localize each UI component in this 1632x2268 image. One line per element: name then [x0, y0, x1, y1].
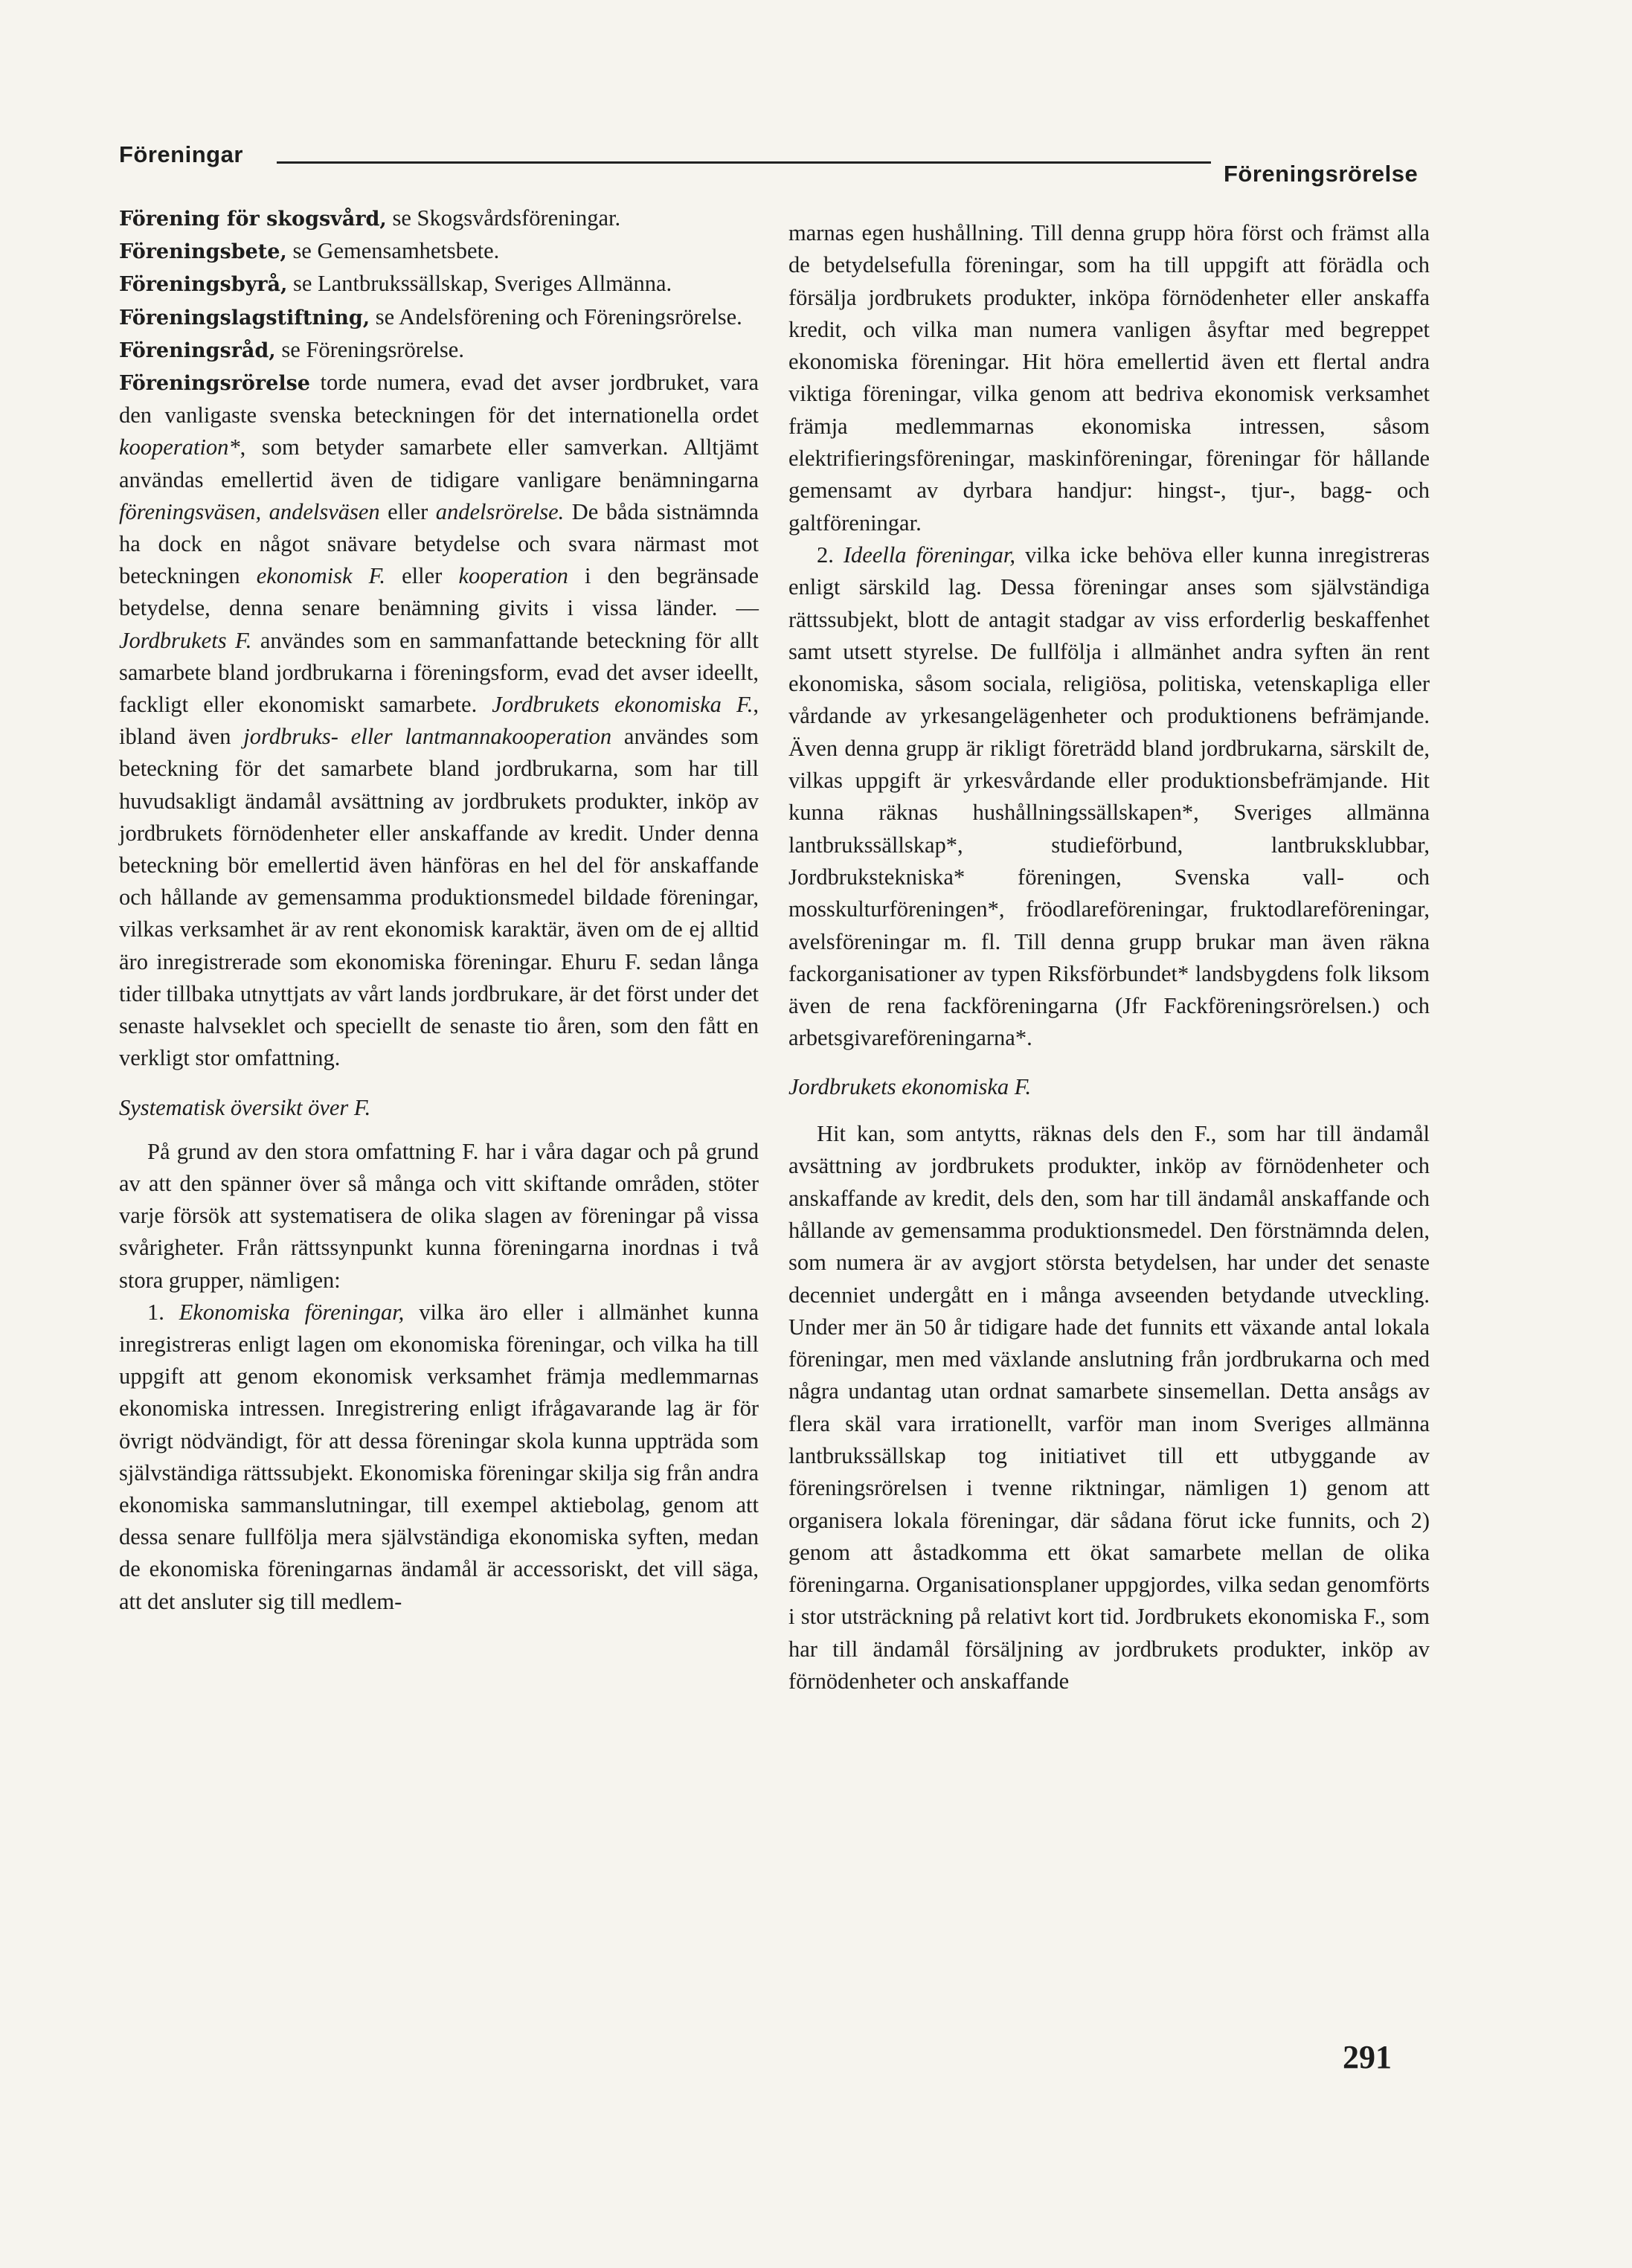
entry-text: se Andelsförening och Föreningsrörelse.: [370, 303, 742, 330]
right-column: [788, 217, 1430, 1697]
entry-skogsvard: [119, 202, 759, 235]
entry-foreningsbyra: [119, 268, 759, 301]
running-head-left: Föreningar: [119, 141, 243, 167]
entry-term: Föreningslagstiftning,: [119, 306, 370, 330]
paragraph: 1. Ekonomiska föreningar, vilka äro eller i allmänhet kunna inregistreras enligt lagen om ekonomiska föreningar, och vilka ha till uppgift att genom ekonomisk verksamhet främja medlemmarnas ekonomiska intressen. Inregistrering enligt ifrågavarande lag är för övrigt nödvändigt, för att dessa föreningar skola kunna uppträda som självständiga rättssubjekt. Ekonomiska föreningar skilja sig från andra ekonomiska sammanslutningar, till exempel aktiebolag, genom att dessa senare fullfölja mera självständiga ekonomiska syften, medan de ekonomiska föreningarnas ändamål är accessoriskt, det vill säga, att det ansluter sig till medlem-: [119, 1299, 759, 1614]
entry-foreningslagstiftning: [119, 301, 759, 334]
entry-foreningsrorelse: Föreningsrörelse torde numera, evad det avser jordbruket, vara den vanligaste svenska beteckningen för det internationella ordet kooperation*, som betyder samarbete eller samverkan. Alltjämt användas emellertid även de tidigare vanligare benämningarna föreningsväsen, andelsväsen eller andelsrörelse. De båda sistnämnda ha dock en något snävare betydelse och svara närmast mot beteckningen ekonomisk F. eller kooperation i den begränsade betydelse, denna senare benämning givits i vissa länder. — Jordbrukets F. användes som en sammanfattande beteckning för allt samarbete bland jordbrukarna i föreningsform, evad det avser ideellt, fackligt eller ekonomiskt samarbete. Jordbrukets ekonomiska F., ibland även jordbruks- eller lantmannakooperation användes som beteckning för det samarbete bland jordbrukarna, som har till huvudsakligt ändamål avsättning av jordbrukets produkter, inköp av jordbrukets förnödenheter eller anskaffande av kredit. Under denna beteckning bör emellertid även hänföras en hel del för anskaffande och hållande av gemensamma produktionsmedel bildade föreningar, vilkas verksamhet är av rent ekonomisk karaktär, även om de ej alltid äro inregistrerade som ekonomiska föreningar. Ehuru F. sedan långa tider tillbaka utnyttjats av vårt lands jordbrukare, är det först under det senaste halvseklet och speciellt de senaste tio åren, som den fått en verkligt stor omfattning.: [119, 370, 759, 1071]
paragraph: Hit kan, som antytts, räknas dels den F., som har till ändamål avsättning av jordbrukets produkter, inköp av förnödenheter och anskaffande av kredit, dels den, som har till ändamål anskaffande och hållande av gemensamma produktionsmedel. Den förstnämnda delen, som numera är av avgjort största betydelsen, har under det senaste decenniet undergått en i många avseenden betydande utveckling. Under mer än 50 år tidigare hade det funnits ett växande antal lokala föreningar, men med växlande anslutning från jordbrukarna och med några undantag utan ordnat samarbete sinsemellan. Detta ansågs av flera skäl vara irrationellt, varför man inom Sveriges allmänna lantbrukssällskap tog initiativet till ett utbyggande av föreningsrörelsen i tvenne riktningar, nämligen 1) genom att organisera lokala föreningar, där sådana förut icke funnits, och 2) genom att åstadkomma ett ökat samarbete mellan de olika föreningarna. Organisationsplaner uppgjordes, vilka sedan genomförts i stor utsträckning på relativt kort tid. Jordbrukets ekonomiska F., som har till ändamål försäljning av jordbrukets produkter, inköp av förnödenheter och anskaffande: [788, 1121, 1430, 1694]
entry-text: se Föreningsrörelse.: [275, 336, 464, 362]
entry-term: Förening för skogsvård,: [119, 208, 387, 231]
entry-foreningsbete: [119, 235, 759, 268]
entry-term: Föreningsråd,: [119, 338, 276, 362]
paragraph: marnas egen hushållning. Till denna grupp höra först och främst alla de betydelsefulla föreningar, som ha till uppgift att förädla och försälja jordbrukets produkter, inköpa förnödenheter eller anskaffa kredit, och vilka man numera vanligen åsyftar med begreppet ekonomiska föreningar. Hit höra emellertid även ett flertal andra viktiga föreningar, vilka genom att bedriva ekonomisk verksamhet främja medlemmarnas ekonomiska intressen, såsom elektrifieringsföreningar, maskinföreningar, föreningar för hållande gemensamt av dyrbara handjur: hingst-, tjur-, bagg- och galtföreningar.: [788, 220, 1430, 536]
header-rule: [277, 161, 1211, 164]
entry-text: se Skogsvårdsföreningar.: [386, 205, 621, 231]
section-heading: Jordbrukets ekonomiska F.: [788, 1073, 1032, 1099]
left-column: [119, 202, 759, 1618]
running-head-right: Föreningsrörelse: [1224, 161, 1419, 187]
entry-term: Föreningsbyrå,: [119, 273, 288, 297]
entry-term: Föreningsbete,: [119, 240, 287, 264]
page-number: 291: [1343, 2039, 1392, 2075]
entry-text: se Gemensamhetsbete.: [286, 238, 500, 264]
paragraph: 2. Ideella föreningar, vilka icke behöva eller kunna inregistreras enligt särskild lag. Dessa föreningar anses som självständiga rättssubjekt, blott de antagit stadgar av viss erforderlig beskaffenhet samt utsett styrelse. De fullfölja i allmänhet andra syften än rent ekonomiska, såsom sociala, religiösa, politiska, vetenskapliga eller vårdande av yrkesangelägenheter och produktionens befrämjande. Även denna grupp är rikligt företrädd bland jordbrukarna, särskilt de, vilkas uppgift är yrkesvårdande eller produktionsbefrämjande. Hit kunna räknas hushållningssällskapen*, Sveriges allmänna lantbrukssällskap*, studieförbund, lantbruksklubbar, Jordbrukstekniska* föreningen, Svenska vall- och mosskulturföreningen*, fröodlareföreningar, fruktodlareföreningar, avelsföreningar m. fl. Till denna grupp brukar man även räkna fackorganisationer av typen Riksförbundet* landsbygdens folk liksom även de rena fackföreningarna (Jfr Fackföreningsrörelsen.) och arbetsgivareföreningarna*.: [788, 542, 1430, 1051]
paragraph: På grund av den stora omfattning F. har i våra dagar och på grund av att den spänner över så många och vitt skiftande områden, stöter varje försök att systematisera de olika slagen av föreningar på vissa svårigheter. Från rättssynpunkt kunna föreningarna inordnas i två stora grupper, nämligen:: [119, 1138, 759, 1293]
section-heading: Systematisk översikt över F.: [119, 1095, 371, 1121]
entry-foreningsrad: [119, 334, 759, 367]
entry-text: se Lantbrukssällskap, Sveriges Allmänna.: [287, 271, 672, 297]
main-entry-term: Föreningsrörelse: [119, 372, 310, 396]
